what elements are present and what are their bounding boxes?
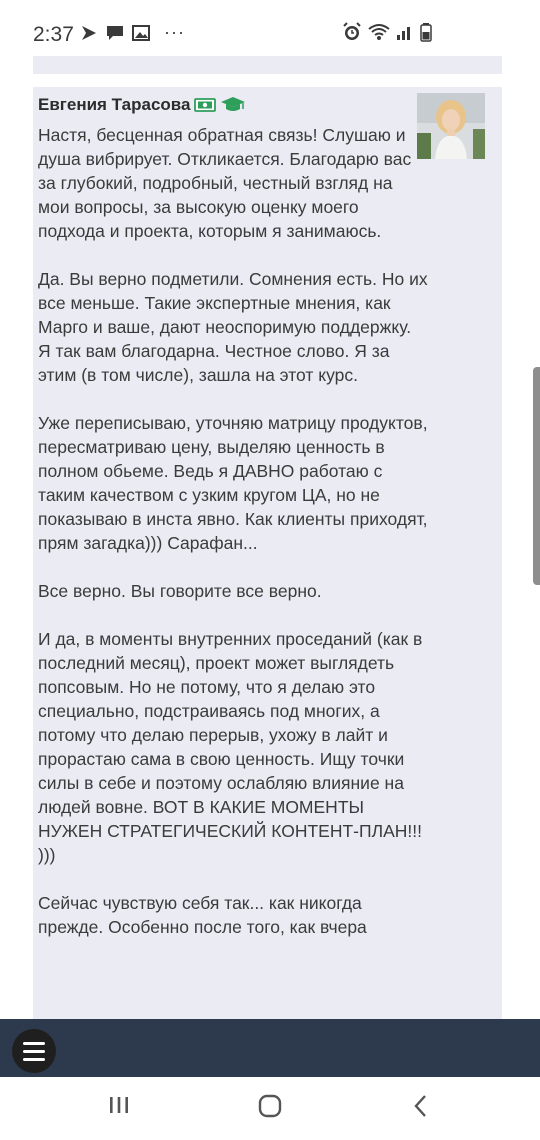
money-badge-icon xyxy=(194,97,216,113)
home-icon[interactable] xyxy=(257,1093,283,1119)
comment-paragraph: И да, в моменты внутренних проседаний (как в последний месяц), проект может выглядеть попсовым. Но не потому, что я делаю это специально, подстраиваясь под многих, а потому что делаю перерыв, ухожу в лайт и прорастаю сама в свою ценность. Ищу точки силы в себе и поэтому ослабляю влияние на людей вовне. ВОТ В КАКИЕ МОМЕНТЫ НУЖЕН СТРАТЕГИЧЕСКИЙ КОНТЕНТ-ПЛАН!!! ))) xyxy=(38,629,423,865)
signal-icon xyxy=(396,23,414,41)
navigation-icon xyxy=(80,24,98,42)
recents-icon[interactable] xyxy=(108,1093,130,1117)
more-notifications-icon: ··· xyxy=(164,22,185,42)
comment-paragraph: Уже переписываю, уточняю матрицу продуктов, пересматриваю цену, выделяю ценность в полном обьеме. Ведь я ДАВНО работаю с таким качеством с узким кругом ЦА, но не показываю в инста явно. Как клиенты приходят, прям загадка))) Сарафан... xyxy=(38,413,428,553)
comment-card xyxy=(33,87,502,1027)
page-scrollbar[interactable] xyxy=(533,367,540,585)
comment-paragraph: Сейчас чувствую себя так... как никогда прежде. Особенно после того, как вчера xyxy=(38,893,367,937)
comment-author-row xyxy=(38,95,246,115)
status-notification-icons xyxy=(80,22,185,43)
previous-comment-card-edge xyxy=(33,56,502,74)
comment-paragraph: Все верно. Вы говорите все верно. xyxy=(38,581,322,601)
hamburger-menu-icon[interactable] xyxy=(12,1029,56,1073)
system-navigation-bar xyxy=(0,1077,540,1140)
back-icon[interactable] xyxy=(410,1093,432,1119)
status-time: 2:37 xyxy=(33,23,74,46)
comment-paragraph: Настя, бесценная обратная связь! Слушаю и душа вибрирует. Откликается. Благодарю вас за глубокий, подробный, честный взгляд на мои вопросы, за высокую оценку моего подхода и проекта, которым я занимаюсь. xyxy=(38,125,412,241)
image-icon xyxy=(132,24,150,42)
comment-text xyxy=(38,123,428,963)
bottom-toolbar xyxy=(0,1019,540,1077)
wifi-icon xyxy=(368,23,390,41)
status-system-icons xyxy=(342,22,432,42)
chat-icon xyxy=(106,24,124,42)
comment-paragraph: Да. Вы верно подметили. Сомнения есть. Но их все меньше. Такие экспертные мнения, как Марго и ваше, дают неоспоримую поддержку. Я так вам благодарна. Честное слово. Я за этим (в том числе), зашла на этот курс. xyxy=(38,269,428,385)
author-name[interactable]: Евгения Тарасова xyxy=(38,95,191,114)
alarm-icon xyxy=(342,22,362,42)
author-avatar[interactable] xyxy=(417,93,485,159)
graduation-cap-icon xyxy=(220,96,246,114)
battery-icon xyxy=(420,22,432,42)
